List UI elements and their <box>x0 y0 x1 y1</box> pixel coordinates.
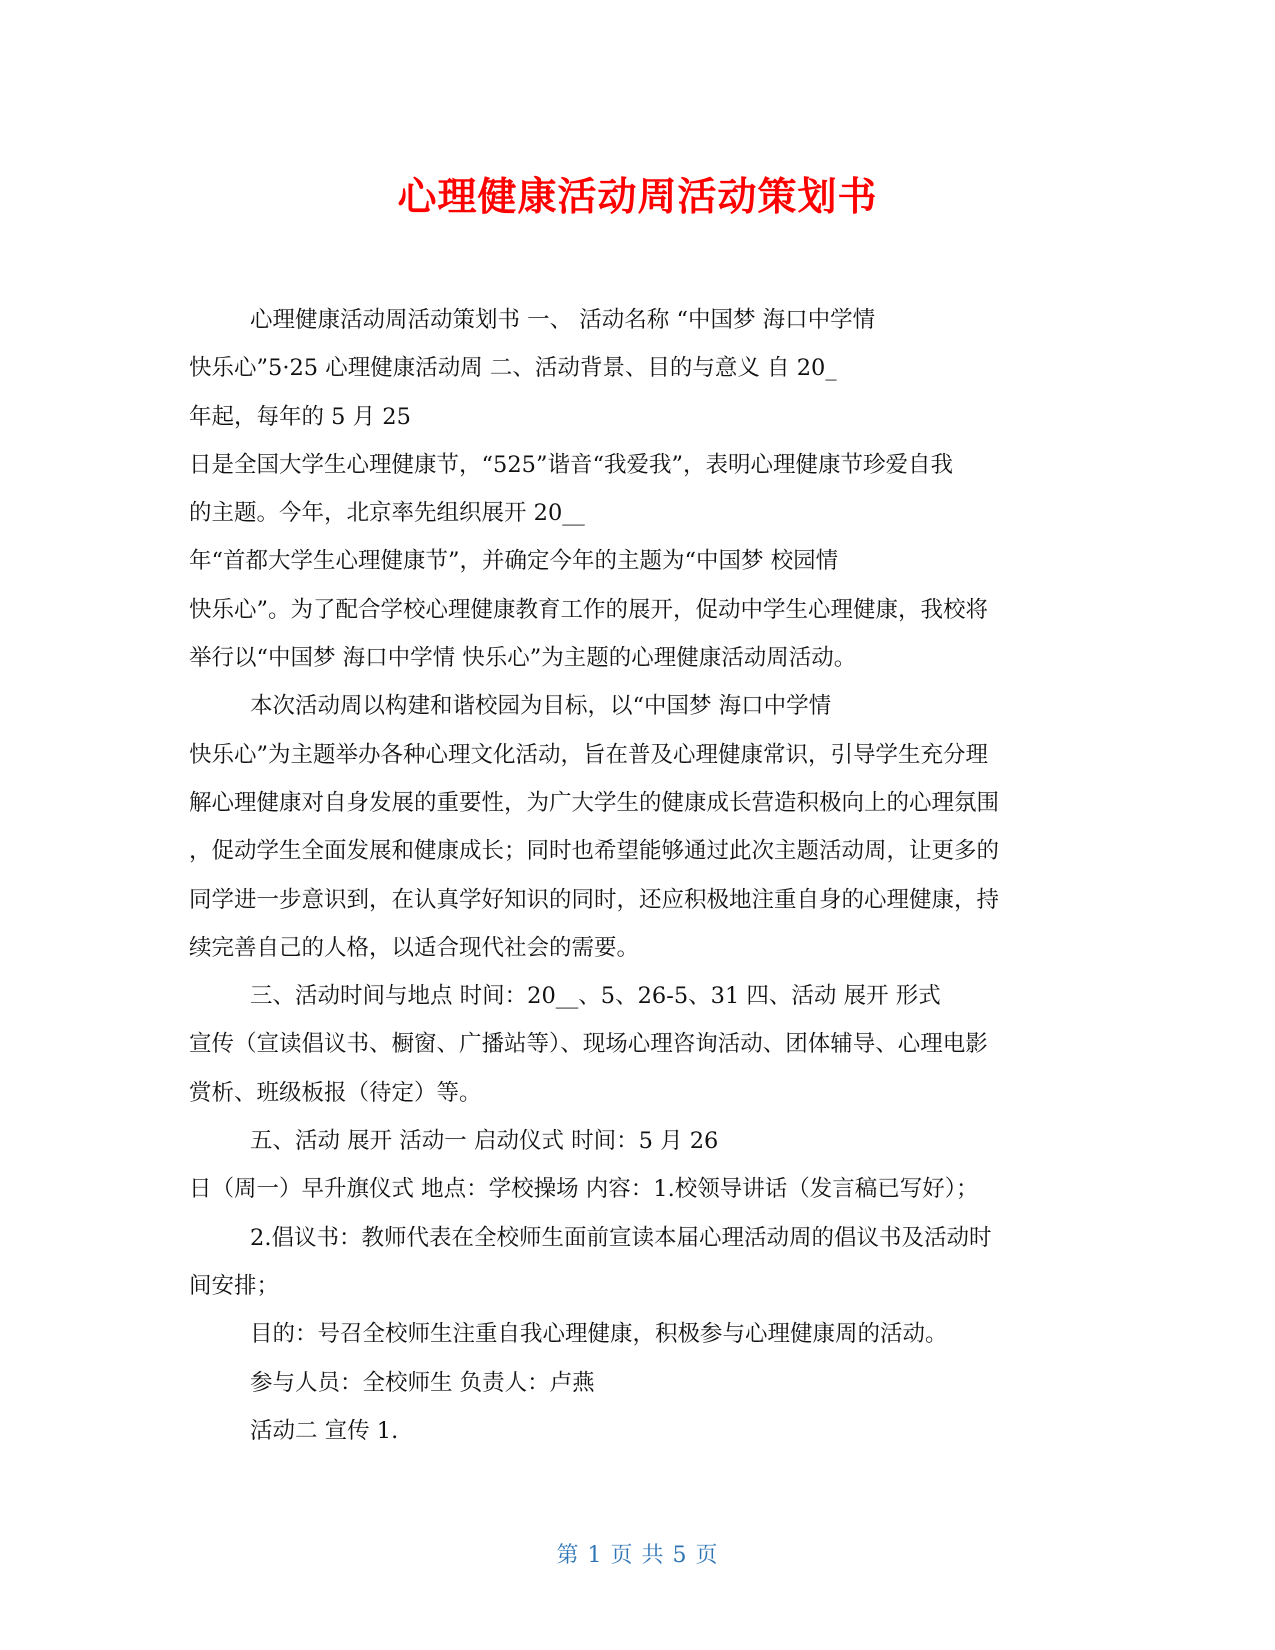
paragraph-line: 年“首都大学生心理健康节”，并确定今年的主题为“中国梦 校园情 <box>189 548 839 575</box>
paragraph-line: 解心理健康对自身发展的重要性，为广大学生的健康成长营造积极向上的心理氛围 <box>189 789 1000 816</box>
document-title: 心理健康活动周活动策划书 <box>397 175 878 220</box>
paragraph-line: 宣传（宣读倡议书、橱窗、广播站等）、现场心理咨询活动、团体辅导、心理电影 <box>189 1031 988 1058</box>
paragraph-line: 日（周一）早升旗仪式 地点：学校操场 内容：1.校领导讲话（发言稿已写好）； <box>189 1176 979 1203</box>
paragraph-line: 活动二 宣传 1. <box>250 1417 399 1444</box>
paragraph-line: 续完善自己的人格，以适合现代社会的需要。 <box>189 934 640 961</box>
paragraph-line: 快乐心”。为了配合学校心理健康教育工作的展开，促动中学生心理健康，我校将 <box>189 596 989 623</box>
paragraph-line: 举行以“中国梦 海口中学情 快乐心”为主题的心理健康活动周活动。 <box>189 645 857 672</box>
paragraph-line: 心理健康活动周活动策划书 一、 活动名称 “中国梦 海口中学情 <box>250 307 876 333</box>
page-footer: 第 1 页 共 5 页 <box>556 1543 719 1568</box>
paragraph-line: ，促动学生全面发展和健康成长；同时也希望能够通过此次主题活动周，让更多的 <box>189 838 1000 865</box>
paragraph-line: 同学进一步意识到，在认真学好知识的同时，还应积极地注重自身的心理健康，持 <box>189 886 1000 913</box>
document-body <box>189 296 1094 1455</box>
paragraph-line: 2.倡议书：教师代表在全校师生面前宣读本届心理活动周的倡议书及活动时 <box>250 1224 992 1251</box>
paragraph-line: 参与人员：全校师生 负责人：卢燕 <box>250 1369 595 1396</box>
paragraph-line: 快乐心”5·25 心理健康活动周 二、活动背景、目的与意义 自 20_ <box>189 355 837 382</box>
paragraph-line: 赏析、班级板报（待定）等。 <box>189 1079 482 1106</box>
paragraph-line: 年起，每年的 5 月 25 <box>189 403 411 430</box>
paragraph-line: 间安排； <box>189 1272 280 1299</box>
paragraph-line: 本次活动周以构建和谐校园为目标，以“中国梦 海口中学情 <box>250 693 832 720</box>
paragraph-line: 五、活动 展开 活动一 启动仪式 时间：5 月 26 <box>250 1128 719 1155</box>
paragraph-line: 的主题。今年，北京率先组织展开 20__ <box>189 500 585 527</box>
paragraph-line: 日是全国大学生心理健康节，“525”谐音“我爱我”，表明心理健康节珍爱自我 <box>189 451 953 478</box>
paragraph-line: 目的：号召全校师生注重自我心理健康，积极参与心理健康周的活动。 <box>250 1321 948 1348</box>
paragraph-line: 三、活动时间与地点 时间：20__、5、26-5、31 四、活动 展开 形式 <box>250 983 941 1010</box>
paragraph-line: 快乐心”为主题举办各种心理文化活动，旨在普及心理健康常识，引导学生充分理 <box>189 741 989 768</box>
